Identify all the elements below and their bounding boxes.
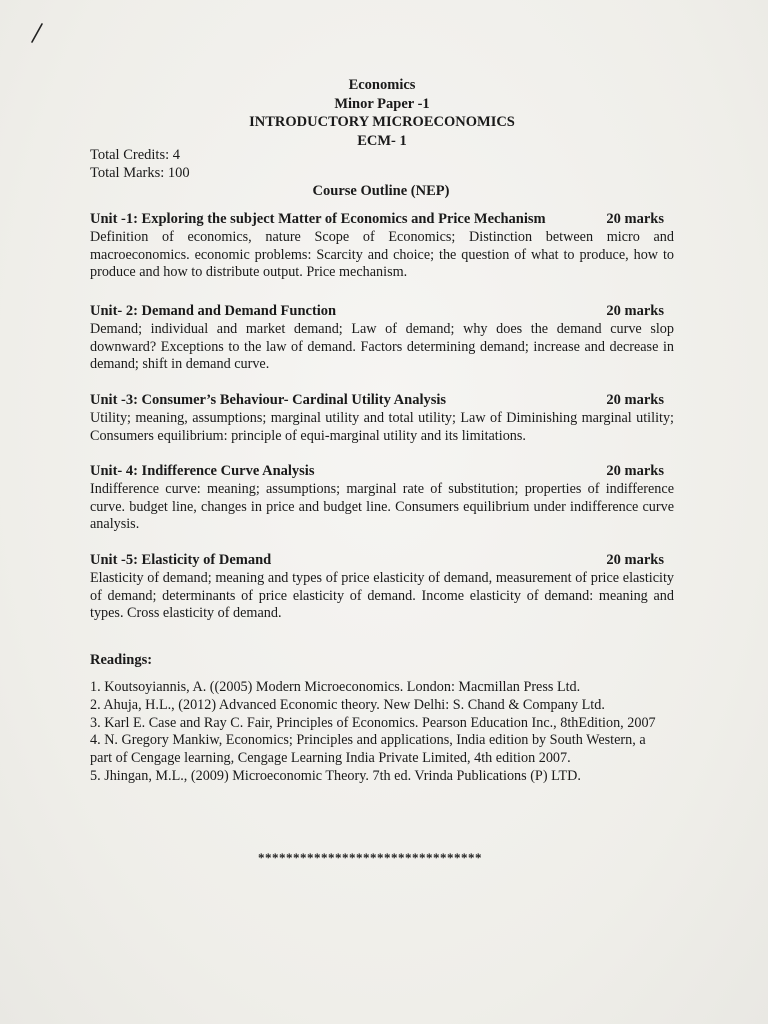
unit-title: Unit -5: Elasticity of Demand (90, 552, 272, 568)
unit-marks: 20 marks (606, 552, 664, 568)
unit-description: Elasticity of demand; meaning and types of price elasticity of demand, measurement of price elasticity of demand; determinants of price elasticity of demand. Income elasticity of demand: meaning and types. Cross elasticity of demand. (90, 570, 674, 622)
reading-item: 2. Ahuja, H.L., (2012) Advanced Economic theory. New Delhi: S. Chand & Company Ltd. (90, 696, 605, 713)
end-of-document-marker: ******************************** (258, 850, 482, 865)
course-title: INTRODUCTORY MICROECONOMICS (249, 114, 515, 130)
reading-item: 3. Karl E. Case and Ray C. Fair, Principles of Economics. Pearson Education Inc., 8thEdition, 2007 (90, 714, 656, 731)
unit-title: Unit- 2: Demand and Demand Function (90, 303, 337, 319)
reading-item: 1. Koutsoyiannis, A. ((2005) Modern Microeconomics. London: Macmillan Press Ltd. (90, 679, 581, 695)
paper-heading: Minor Paper -1 (334, 96, 430, 112)
reading-item: 5. Jhingan, M.L., (2009) Microeconomic Theory. 7th ed. Vrinda Publications (P) LTD. (90, 767, 581, 784)
unit-description: Utility; meaning, assumptions; marginal utility and total utility; Law of Diminishing marginal utility; Consumers equilibrium: principle of equi-marginal utility and its limitations. (90, 410, 674, 444)
unit-title: Unit- 4: Indifference Curve Analysis (90, 463, 315, 479)
unit-4-section (90, 462, 674, 534)
subject-heading: Economics (348, 77, 416, 93)
unit-marks: 20 marks (606, 392, 664, 408)
pen-tick-mark (30, 22, 44, 44)
unit-title: Unit -1: Exploring the subject Matter of Economics and Price Mechanism (90, 211, 546, 227)
unit-2-section (90, 302, 674, 374)
course-outline-title: Course Outline (NEP) (312, 183, 450, 199)
unit-marks: 20 marks (606, 211, 664, 227)
unit-marks: 20 marks (606, 463, 664, 479)
unit-marks: 20 marks (606, 303, 664, 319)
readings-list (90, 679, 660, 786)
total-marks: Total Marks: 100 (90, 165, 190, 181)
unit-title: Unit -3: Consumer’s Behaviour- Cardinal Utility Analysis (90, 392, 447, 408)
unit-description: Demand; individual and market demand; Law of demand; why does the demand curve slop downward? Exceptions to the law of demand. Factors determining demand; increase and decrease in demand; shift in demand curve. (90, 321, 674, 373)
readings-heading: Readings: (90, 652, 153, 668)
unit-description: Indifference curve: meaning; assumptions; marginal rate of substitution; properties of indifference curve. budget line, changes in price and budget line. Consumers equilibrium under indifference curve analysis. (90, 481, 674, 533)
unit-5-section (90, 551, 674, 623)
unit-description: Definition of economics, nature Scope of Economics; Distinction between micro and macroeconomics. economic problems: Scarcity and choice; the question of what to produce, how to produce and how to distribute output. Price mechanism. (90, 229, 674, 281)
unit-3-section (90, 391, 674, 445)
unit-1-section (90, 210, 674, 282)
reading-item: 4. N. Gregory Mankiw, Economics; Principles and applications, India edition by South Western, a part of Cengage learning, Cengage Learning India Private Limited, 4th edition 2007. (90, 732, 646, 767)
course-code: ECM- 1 (357, 133, 407, 149)
total-credits: Total Credits: 4 (90, 147, 181, 163)
